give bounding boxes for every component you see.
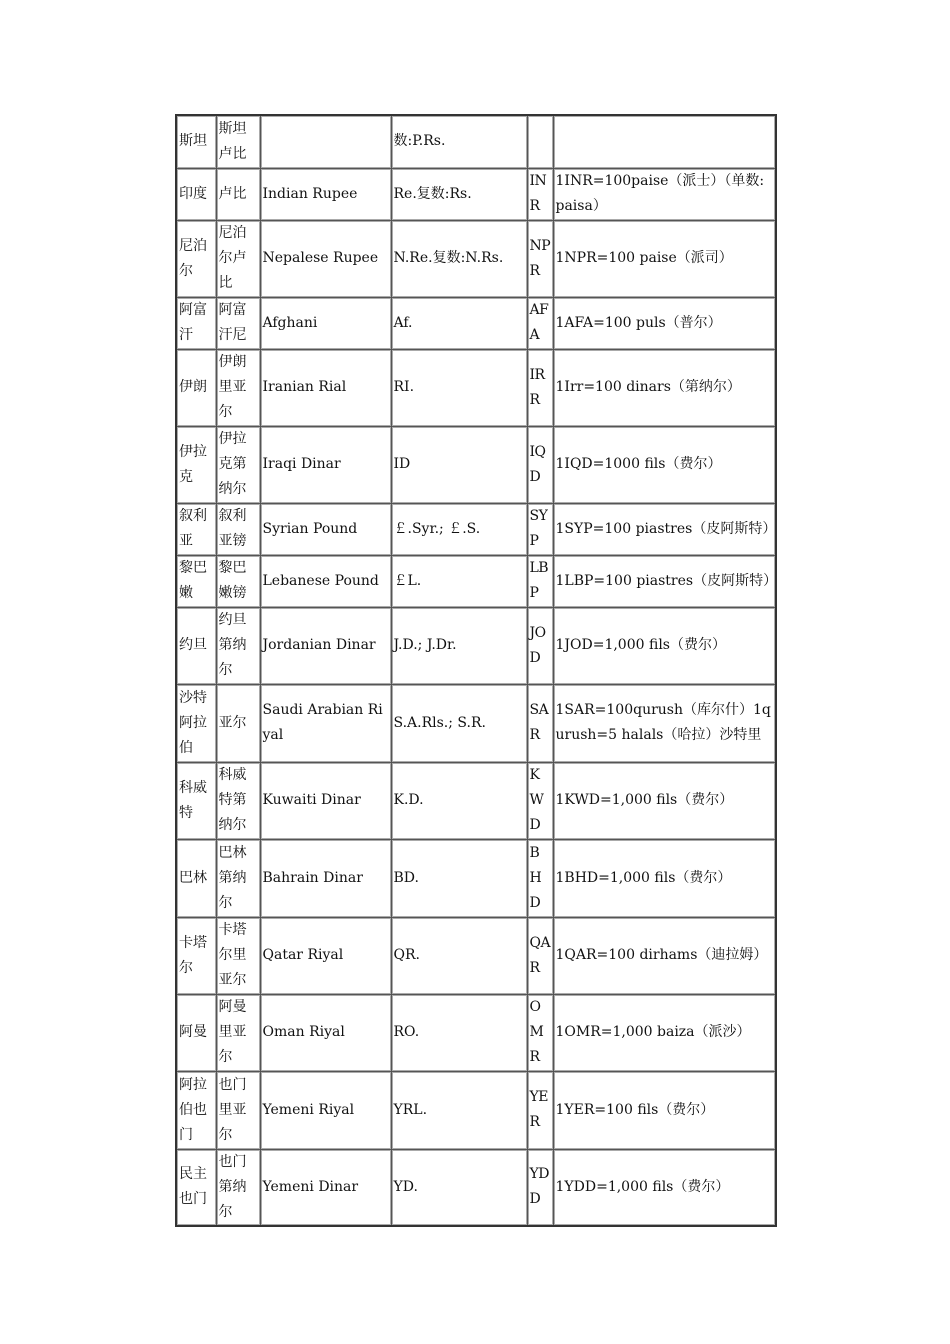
subunit-cell: [553, 115, 776, 168]
abbr-cell: S.A.Rls.; S.R.: [391, 684, 527, 762]
code-cell: JOD: [527, 607, 553, 684]
table-row: [176, 426, 776, 503]
abbr-cell: K.D.: [391, 762, 527, 839]
en-currency-cell: Lebanese Pound: [260, 555, 391, 607]
country-cell: 伊拉克: [176, 426, 216, 503]
table-row: [176, 762, 776, 839]
country-cell: 阿曼: [176, 994, 216, 1071]
en-currency-cell: Iranian Rial: [260, 349, 391, 426]
abbr-cell: N.Re.复数:N.Rs.: [391, 220, 527, 297]
cn-currency-cell: 卢比: [216, 168, 260, 220]
subunit-cell: 1KWD=1,000 fils（费尔）: [553, 762, 776, 839]
cn-currency-cell: 卡塔尔里亚尔: [216, 917, 260, 994]
en-currency-cell: Indian Rupee: [260, 168, 391, 220]
country-cell: 约旦: [176, 607, 216, 684]
country-cell: 印度: [176, 168, 216, 220]
subunit-cell: 1AFA=100 puls（普尔）: [553, 297, 776, 349]
table-row: [176, 1071, 776, 1149]
cn-currency-cell: 叙利亚镑: [216, 503, 260, 555]
code-cell: QAR: [527, 917, 553, 994]
en-currency-cell: Afghani: [260, 297, 391, 349]
en-currency-cell: Iraqi Dinar: [260, 426, 391, 503]
subunit-cell: 1QAR=100 dirhams（迪拉姆）: [553, 917, 776, 994]
cn-currency-cell: 巴林第纳尔: [216, 839, 260, 917]
abbr-cell: RI.: [391, 349, 527, 426]
country-cell: 尼泊尔: [176, 220, 216, 297]
code-cell: SYP: [527, 503, 553, 555]
subunit-cell: 1YDD=1,000 fils（费尔）: [553, 1149, 776, 1226]
cn-currency-cell: 亚尔: [216, 684, 260, 762]
en-currency-cell: Jordanian Dinar: [260, 607, 391, 684]
abbr-cell: YD.: [391, 1149, 527, 1226]
abbr-cell: J.D.; J.Dr.: [391, 607, 527, 684]
code-cell: LBP: [527, 555, 553, 607]
subunit-cell: 1Irr=100 dinars（第纳尔）: [553, 349, 776, 426]
en-currency-cell: [260, 115, 391, 168]
country-cell: 阿拉伯也门: [176, 1071, 216, 1149]
subunit-cell: 1BHD=1,000 fils（费尔）: [553, 839, 776, 917]
en-currency-cell: Yemeni Dinar: [260, 1149, 391, 1226]
subunit-cell: 1INR=100paise（派士）（单数:paisa）: [553, 168, 776, 220]
abbr-cell: ￡.Syr.; ￡.S.: [391, 503, 527, 555]
code-cell: AFA: [527, 297, 553, 349]
table-row: [176, 168, 776, 220]
table-row: [176, 349, 776, 426]
table-row: [176, 1149, 776, 1226]
cn-currency-cell: 尼泊尔卢比: [216, 220, 260, 297]
subunit-cell: 1YER=100 fils（费尔）: [553, 1071, 776, 1149]
en-currency-cell: Bahrain Dinar: [260, 839, 391, 917]
table-row: [176, 839, 776, 917]
abbr-cell: QR.: [391, 917, 527, 994]
abbr-cell: Re.复数:Rs.: [391, 168, 527, 220]
subunit-cell: 1JOD=1,000 fils（费尔）: [553, 607, 776, 684]
abbr-cell: ￡L.: [391, 555, 527, 607]
abbr-cell: YRL.: [391, 1071, 527, 1149]
country-cell: 科威特: [176, 762, 216, 839]
currency-table: [175, 114, 777, 1227]
code-cell: INR: [527, 168, 553, 220]
en-currency-cell: Qatar Riyal: [260, 917, 391, 994]
en-currency-cell: Oman Riyal: [260, 994, 391, 1071]
table-row: [176, 220, 776, 297]
table-row: [176, 297, 776, 349]
en-currency-cell: Yemeni Riyal: [260, 1071, 391, 1149]
code-cell: OMR: [527, 994, 553, 1071]
cn-currency-cell: 也门第纳尔: [216, 1149, 260, 1226]
cn-currency-cell: 伊拉克第纳尔: [216, 426, 260, 503]
country-cell: 黎巴嫩: [176, 555, 216, 607]
table-row: [176, 684, 776, 762]
subunit-cell: 1IQD=1000 fils（费尔）: [553, 426, 776, 503]
abbr-cell: RO.: [391, 994, 527, 1071]
table-row: [176, 607, 776, 684]
subunit-cell: 1LBP=100 piastres（皮阿斯特）: [553, 555, 776, 607]
abbr-cell: BD.: [391, 839, 527, 917]
en-currency-cell: Saudi Arabian Riyal: [260, 684, 391, 762]
code-cell: IRR: [527, 349, 553, 426]
subunit-cell: 1OMR=1,000 baiza（派沙）: [553, 994, 776, 1071]
cn-currency-cell: 黎巴嫩镑: [216, 555, 260, 607]
en-currency-cell: Kuwaiti Dinar: [260, 762, 391, 839]
subunit-cell: 1SYP=100 piastres（皮阿斯特）: [553, 503, 776, 555]
cn-currency-cell: 阿曼里亚尔: [216, 994, 260, 1071]
code-cell: NPR: [527, 220, 553, 297]
cn-currency-cell: 也门里亚尔: [216, 1071, 260, 1149]
code-cell: YDD: [527, 1149, 553, 1226]
code-cell: [527, 115, 553, 168]
country-cell: 伊朗: [176, 349, 216, 426]
table-row: [176, 503, 776, 555]
cn-currency-cell: 阿富汗尼: [216, 297, 260, 349]
table-row: [176, 115, 776, 168]
en-currency-cell: Nepalese Rupee: [260, 220, 391, 297]
table-row: [176, 917, 776, 994]
code-cell: KWD: [527, 762, 553, 839]
subunit-cell: 1SAR=100qurush（库尔什）1qurush=5 halals（哈拉）沙特里: [553, 684, 776, 762]
country-cell: 民主也门: [176, 1149, 216, 1226]
cn-currency-cell: 约旦第纳尔: [216, 607, 260, 684]
code-cell: SAR: [527, 684, 553, 762]
code-cell: BHD: [527, 839, 553, 917]
cn-currency-cell: 伊朗里亚尔: [216, 349, 260, 426]
abbr-cell: ID: [391, 426, 527, 503]
en-currency-cell: Syrian Pound: [260, 503, 391, 555]
table-row: [176, 555, 776, 607]
cn-currency-cell: 科威特第纳尔: [216, 762, 260, 839]
country-cell: 沙特阿拉伯: [176, 684, 216, 762]
country-cell: 斯坦: [176, 115, 216, 168]
code-cell: YER: [527, 1071, 553, 1149]
country-cell: 卡塔尔: [176, 917, 216, 994]
subunit-cell: 1NPR=100 paise（派司）: [553, 220, 776, 297]
country-cell: 阿富汗: [176, 297, 216, 349]
abbr-cell: Af.: [391, 297, 527, 349]
cn-currency-cell: 斯坦卢比: [216, 115, 260, 168]
abbr-cell: 数:P.Rs.: [391, 115, 527, 168]
country-cell: 巴林: [176, 839, 216, 917]
country-cell: 叙利亚: [176, 503, 216, 555]
code-cell: IQD: [527, 426, 553, 503]
table-row: [176, 994, 776, 1071]
